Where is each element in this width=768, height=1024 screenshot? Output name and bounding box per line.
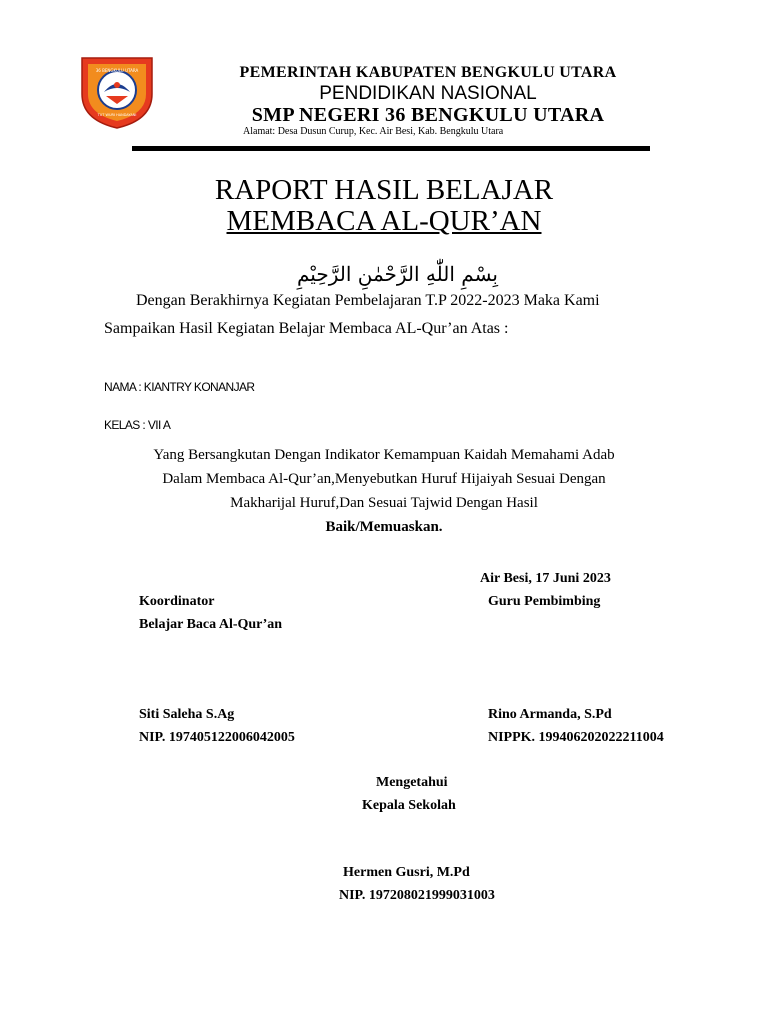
basmalah: بِسْمِ اللّٰهِ الرَّحْمٰنِ الرَّحِيْمِ (296, 262, 498, 286)
logo-bottom-text: TUT WURI HANDAYANI (97, 113, 137, 117)
header-government: PEMERINTAH KABUPATEN BENGKULU UTARA (239, 64, 617, 81)
header-department: PENDIDIKAN NASIONAL (319, 83, 537, 104)
coordinator-role: Koordinator (139, 594, 215, 609)
intro-line2: Sampaikan Hasil Kegiatan Belajar Membaca AL-Qur’an Atas : (104, 320, 509, 337)
result-line2: Dalam Membaca Al-Qur’an,Menyebutkan Huruf Hijaiyah Sesuai Dengan (162, 471, 606, 487)
intro-line1: Dengan Berakhirnya Kegiatan Pembelajaran T.P 2022-2023 Maka Kami (136, 292, 600, 309)
document-title-line1: RAPORT HASIL BELAJAR (214, 174, 554, 206)
place-date: Air Besi, 17 Juni 2023 (480, 571, 611, 586)
principal-name: Hermen Gusri, M.Pd (343, 865, 470, 880)
principal-nip: NIP. 197208021999031003 (339, 888, 495, 903)
mentor-name: Rino Armanda, S.Pd (488, 707, 612, 722)
document-title-line2: MEMBACA AL-QUR’AN (226, 205, 542, 237)
header-divider (132, 146, 650, 151)
logo-top-text: 36 BENGKULU UTARA (95, 68, 139, 73)
coordinator-nip: NIP. 197405122006042005 (139, 730, 295, 745)
result-line1: Yang Bersangkutan Dengan Indikator Kemampuan Kaidah Memahami Adab (153, 447, 615, 463)
mentor-nippk: NIPPK. 199406202022211004 (488, 730, 664, 745)
coordinator-role-detail: Belajar Baca Al-Qur’an (139, 617, 283, 632)
coordinator-name: Siti Saleha S.Ag (139, 707, 235, 722)
student-class: KELAS : VII A (104, 418, 171, 432)
student-name: NAMA : KIANTRY KONANJAR (104, 380, 255, 394)
result-grade: Baik/Memuaskan. (325, 519, 443, 535)
result-line3: Makharijal Huruf,Dan Sesuai Tajwid Dengan Hasil (230, 495, 538, 511)
principal-role: Kepala Sekolah (362, 798, 456, 813)
header-address: Alamat: Desa Dusun Curup, Kec. Air Besi, Kab. Bengkulu Utara (243, 126, 504, 137)
header-school-name: SMP NEGERI 36 BENGKULU UTARA (251, 104, 605, 126)
mentor-role: Guru Pembimbing (488, 594, 601, 609)
principal-acknowledge: Mengetahui (376, 775, 448, 790)
